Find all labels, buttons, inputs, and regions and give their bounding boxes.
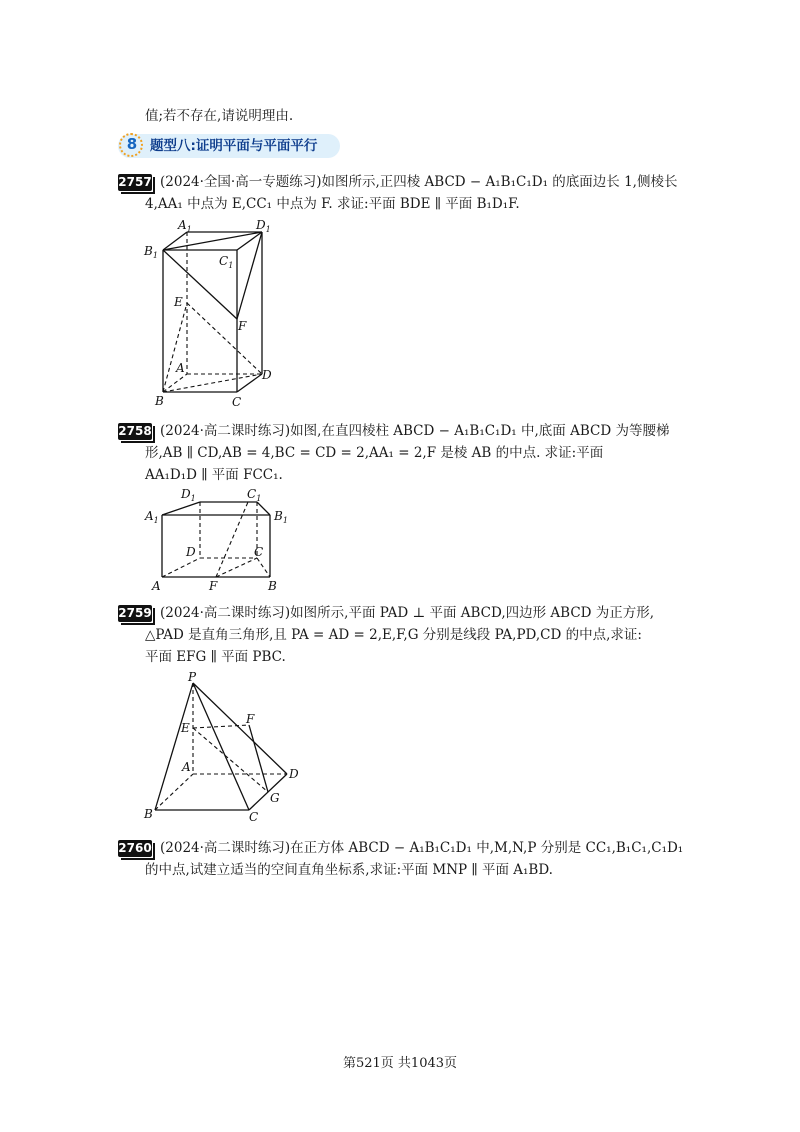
label-C: C <box>254 545 264 559</box>
label-A: A <box>176 361 185 375</box>
prism-figure-2757 <box>140 212 290 412</box>
label-B: B <box>144 807 153 821</box>
label-F: F <box>238 319 247 333</box>
section-banner <box>118 134 340 158</box>
page-footer: 第521页 共1043页 <box>342 1056 458 1071</box>
problem-text-line: (2024·高二课时练习)如图,在直四棱柱 ABCD − A₁B₁C₁D₁ 中,底面 ABCD 为等腰梯 <box>160 423 670 439</box>
label-E: E <box>174 295 183 309</box>
label-D1: $D_1$ <box>256 218 271 234</box>
label-D: D <box>186 545 196 559</box>
problem-number-badge: 2757 <box>118 175 152 189</box>
label-P: P <box>188 670 197 684</box>
problem-text-line: (2024·高二课时练习)在正方体 ABCD − A₁B₁C₁D₁ 中,M,N,P 分别是 CC₁,B₁C₁,C₁D₁ <box>160 840 684 856</box>
label-D1: $D_1$ <box>181 487 196 503</box>
label-C1: $C_1$ <box>247 487 262 503</box>
section-title: 题型八:证明平面与平面平行 <box>150 138 318 154</box>
label-G: G <box>270 791 280 805</box>
label-A: A <box>182 760 191 774</box>
problem-text-line: 4,AA₁ 中点为 E,CC₁ 中点为 F. 求证:平面 BDE ∥ 平面 B₁D₁F. <box>145 196 520 212</box>
problem-text-line: AA₁D₁D ∥ 平面 FCC₁. <box>145 467 283 483</box>
problem-text-line: 平面 EFG ∥ 平面 PBC. <box>145 649 286 665</box>
label-C: C <box>232 395 242 409</box>
label-A1: $A_1$ <box>145 509 159 525</box>
label-F: F <box>209 579 218 592</box>
problem-text-line: 形,AB ∥ CD,AB = 4,BC = CD = 2,AA₁ = 2,F 是棱 AB 的中点. 求证:平面 <box>145 445 604 461</box>
label-B: B <box>268 579 277 592</box>
label-D: D <box>289 767 299 781</box>
intro-line: 值;若不存在,请说明理由. <box>145 108 294 124</box>
problem-text-line: (2024·全国·高一专题练习)如图所示,正四棱 ABCD − A₁B₁C₁D₁ 的底面边长 1,侧棱长 <box>160 174 678 190</box>
label-E: E <box>181 721 190 735</box>
label-F: F <box>246 712 255 726</box>
label-B: B <box>155 394 164 408</box>
problem-text-line: △PAD 是直角三角形,且 PA = AD = 2,E,F,G 分别是线段 PA,PD,CD 的中点,求证: <box>145 627 642 643</box>
label-B1: $B_1$ <box>144 244 158 260</box>
label-A1: $A_1$ <box>178 218 192 234</box>
section-number: 8 <box>122 135 142 157</box>
label-C1: $C_1$ <box>219 254 234 270</box>
label-D: D <box>262 368 272 382</box>
label-A: A <box>152 579 161 592</box>
problem-text-line: (2024·高二课时练习)如图所示,平面 PAD ⊥ 平面 ABCD,四边形 ABCD 为正方形, <box>160 605 655 621</box>
label-B1: $B_1$ <box>274 509 288 525</box>
problem-text-line: 的中点,试建立适当的空间直角坐标系,求证:平面 MNP ∥ 平面 A₁BD. <box>145 862 553 878</box>
problem-number-badge: 2760 <box>118 841 152 855</box>
pyramid-figure-2759 <box>140 666 310 828</box>
label-C: C <box>249 810 259 824</box>
problem-number-badge: 2758 <box>118 424 152 438</box>
problem-number-badge: 2759 <box>118 606 152 620</box>
prism-figure-2758 <box>140 482 295 592</box>
